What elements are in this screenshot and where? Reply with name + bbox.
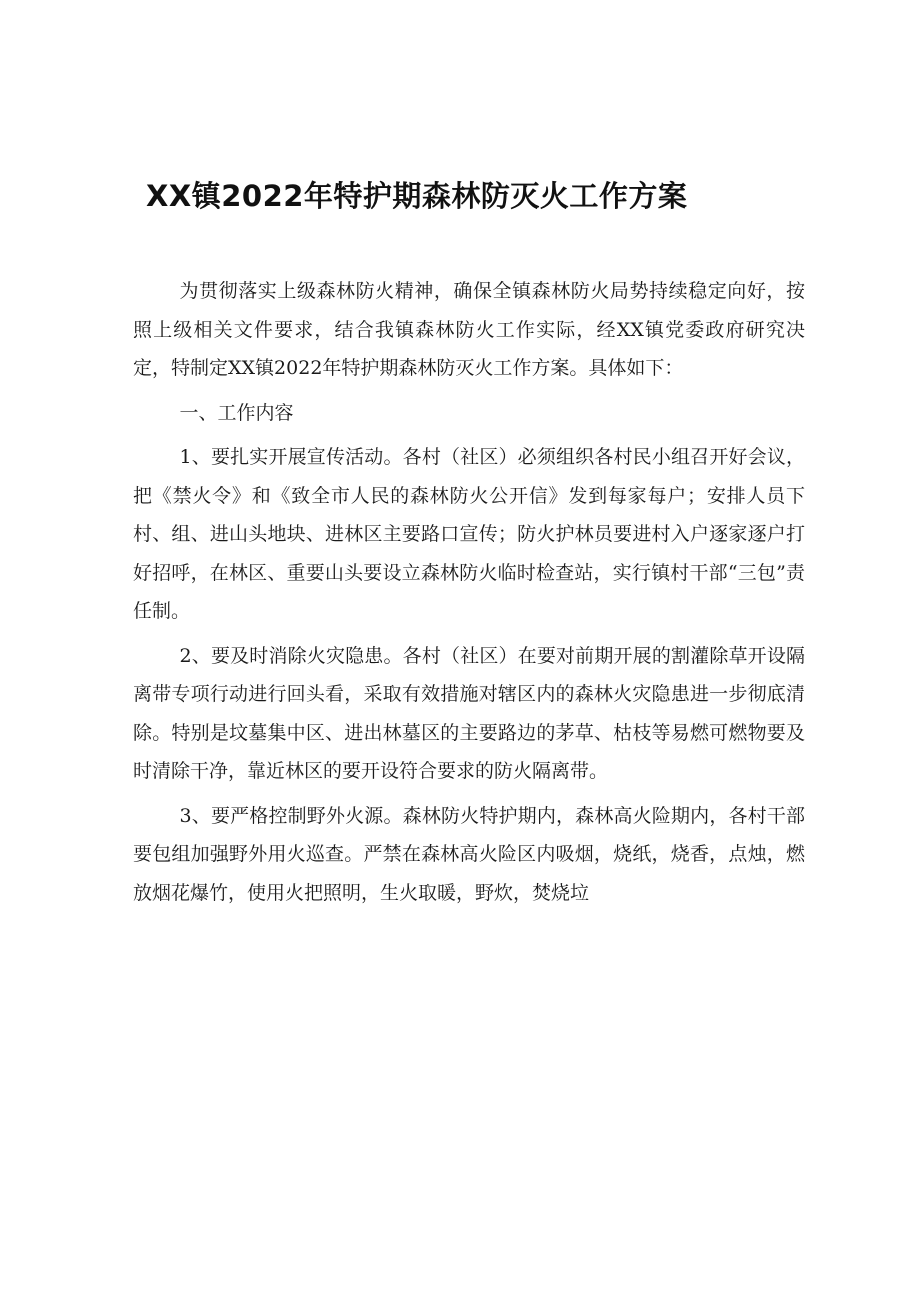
item-1-paragraph: 1、要扎实开展宣传活动。各村（社区）必须组织各村民小组召开好会议，把《禁火令》和《致全市人民的森林防火公开信》发到每家每户；安排人员下村、组、进山头地块、进林区主要路口宣传；防火护林员要进村入户逐家逐户打好招呼，在林区、重要山头要设立森林防火临时检查站，实行镇村干部“三包”责任制。	[133, 446, 805, 622]
item-3-paragraph: 3、要严格控制野外火源。森林防火特护期内，森林高火险期内，各村干部要包组加强野外用火巡查。严禁在森林高火险区内吸烟，烧纸，烧香，点烛，燃放烟花爆竹，使用火把照明，生火取暖，野炊，焚烧垃	[133, 804, 805, 904]
section-heading-work-content: 一、工作内容	[179, 401, 294, 424]
document-body	[133, 272, 805, 912]
item-2-paragraph: 2、要及时消除火灾隐患。各村（社区）在要对前期开展的割灌除草开设隔离带专项行动进行回头看，采取有效措施对辖区内的森林火灾隐患进一步彻底清除。特别是坟墓集中区、进出林墓区的主要路边的茅草、枯枝等易燃可燃物要及时清除干净，靠近林区的要开设符合要求的防火隔离带。	[133, 644, 805, 782]
document-title: XX镇2022年特护期森林防灭火工作方案	[146, 179, 688, 213]
intro-paragraph: 为贯彻落实上级森林防火精神，确保全镇森林防火局势持续稳定向好，按照上级相关文件要求，结合我镇森林防火工作实际，经XX镇党委政府研究决定，特制定XX镇2022年特护期森林防灭火工作方案。具体如下：	[133, 280, 805, 379]
